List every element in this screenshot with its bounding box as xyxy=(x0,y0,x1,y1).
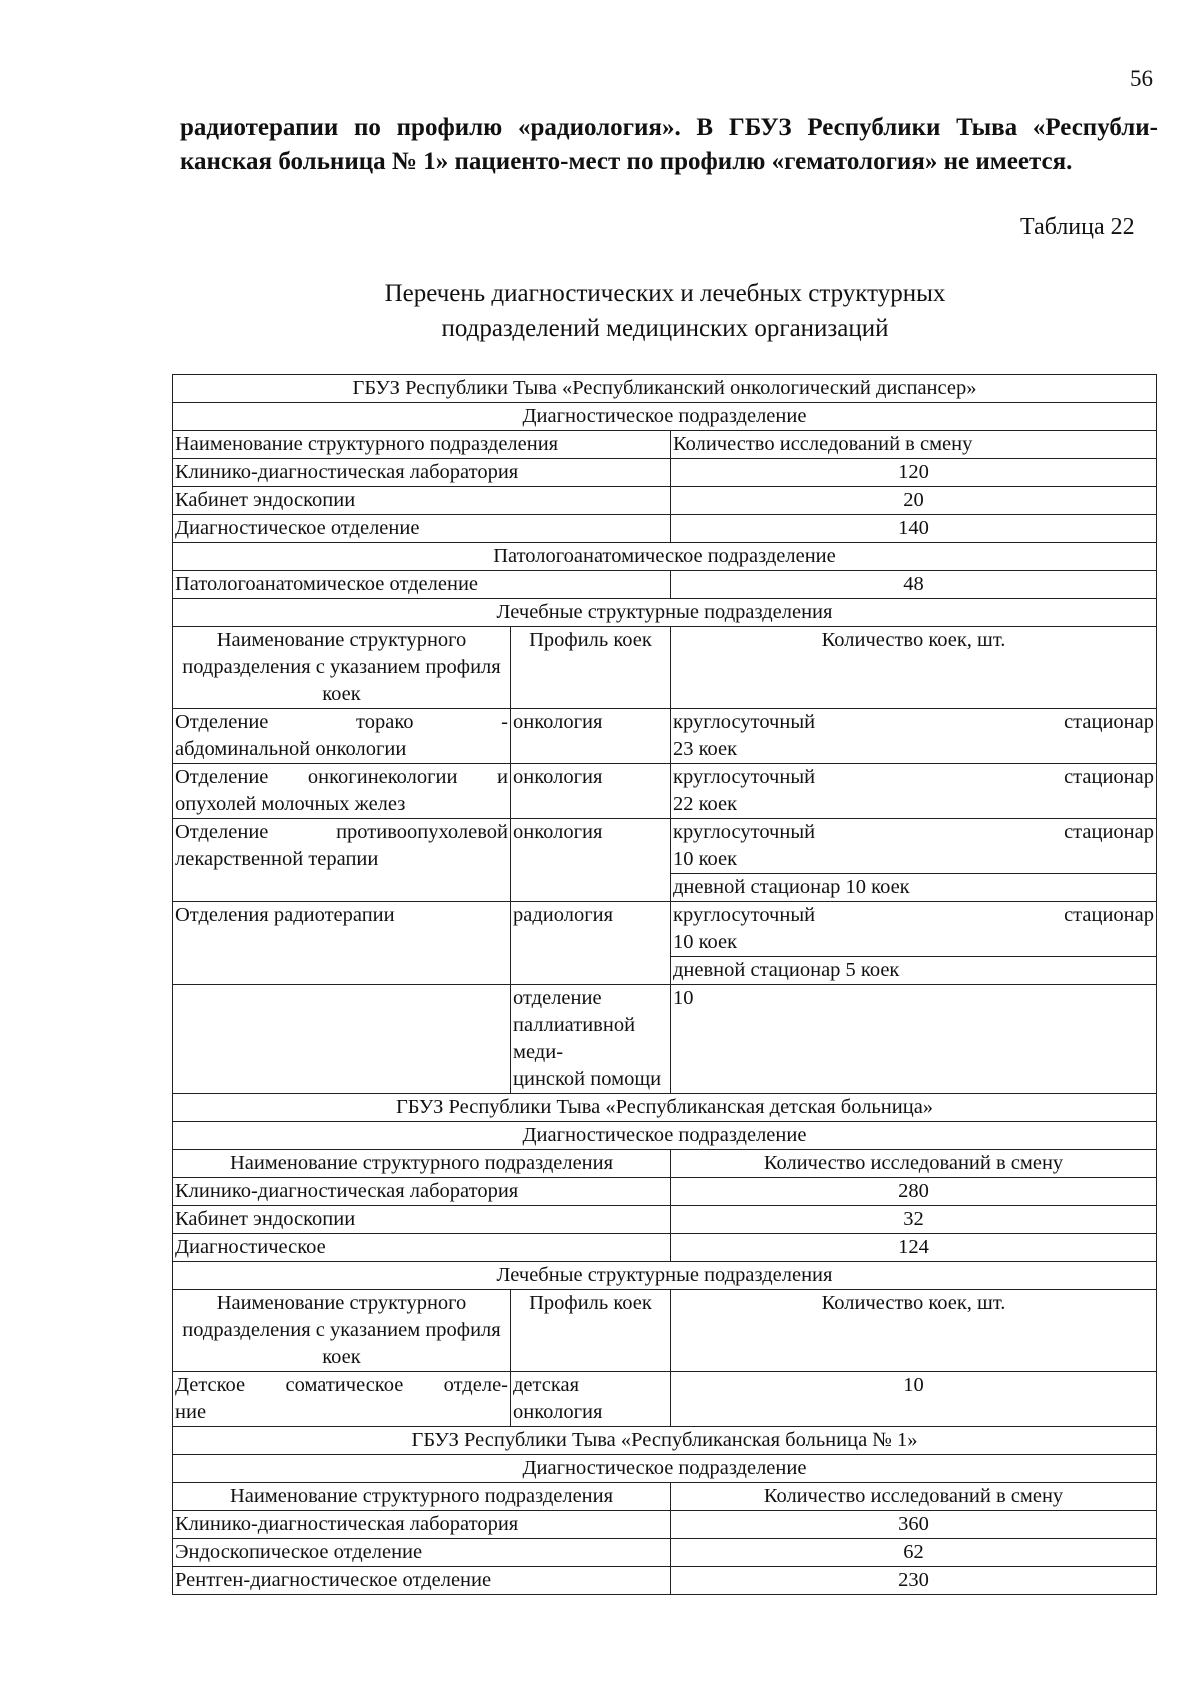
exam-count: 120 xyxy=(671,459,1157,487)
exam-count: 48 xyxy=(671,571,1157,599)
unit-name: Клинико-диагностическая лаборатория xyxy=(173,459,671,487)
exam-count: 62 xyxy=(671,1539,1157,1567)
intro-paragraph xyxy=(180,111,1158,179)
bed-count: круглосуточный стационар 22 коек xyxy=(671,764,1157,819)
table-row xyxy=(173,1234,1157,1262)
caption-line: Перечень диагностических и лечебных структурных xyxy=(384,280,946,307)
unit-name: Клинико-диагностическая лаборатория xyxy=(173,1178,671,1206)
table-row xyxy=(173,1372,1157,1427)
table-row xyxy=(173,1178,1157,1206)
bed-count: дневной стационар 5 коек xyxy=(671,957,1157,985)
unit-name xyxy=(173,985,511,1094)
table-row xyxy=(173,1511,1157,1539)
intro-line: радиотерапии по профилю «радиология». В ГБУЗ Республики Тыва «Республи- xyxy=(180,114,1158,141)
table-label: Таблица 22 xyxy=(1020,214,1135,240)
unit-name: Отделение онкогинекологии и опухолей молочных желез xyxy=(173,764,511,819)
bed-count: дневной стационар 10 коек xyxy=(671,874,1157,902)
unit-name: Детское соматическое отделе- ние xyxy=(173,1372,511,1427)
bed-count: 10 xyxy=(671,1372,1157,1427)
exam-count: 360 xyxy=(671,1511,1157,1539)
unit-name: Клинико-диагностическая лаборатория xyxy=(173,1511,671,1539)
org-title: ГБУЗ Республики Тыва «Республиканская детская больница» xyxy=(173,1094,1157,1122)
column-header: Профиль коек xyxy=(511,627,671,709)
table-row xyxy=(173,709,1157,764)
section-title: Лечебные структурные подразделения xyxy=(173,1262,1157,1290)
section-title: Диагностическое подразделение xyxy=(173,1455,1157,1483)
unit-name: Кабинет эндоскопии xyxy=(173,487,671,515)
bed-profile: онкология xyxy=(511,709,671,764)
org-title: ГБУЗ Республики Тыва «Республиканский онкологический диспансер» xyxy=(173,375,1157,403)
bed-count: круглосуточный стационар 10 коек xyxy=(671,902,1157,957)
exam-count: 20 xyxy=(671,487,1157,515)
unit-name: Эндоскопическое отделение xyxy=(173,1539,671,1567)
table-row xyxy=(173,571,1157,599)
column-header: Наименование структурного подразделения xyxy=(173,1150,671,1178)
column-header: Количество исследований в смену xyxy=(671,431,1157,459)
column-header: Наименование структурного подразделения с указанием профиля коек xyxy=(173,1290,511,1372)
unit-name: Рентген-диагностическое отделение xyxy=(173,1567,671,1595)
section-title: Патологоанатомическое подразделение xyxy=(173,543,1157,571)
unit-name: Диагностическое отделение xyxy=(173,515,671,543)
structure-table xyxy=(172,374,1157,1595)
section-title: Лечебные структурные подразделения xyxy=(173,599,1157,627)
column-header: Количество коек, шт. xyxy=(671,627,1157,709)
unit-name: Отделение торако - абдоминальной онкологии xyxy=(173,709,511,764)
caption-line: подразделений медицинских организаций xyxy=(441,315,889,342)
bed-profile: онкология xyxy=(511,819,671,902)
unit-name: Кабинет эндоскопии xyxy=(173,1206,671,1234)
column-header: Наименование структурного подразделения xyxy=(173,431,671,459)
table-row xyxy=(173,487,1157,515)
section-title: Диагностическое подразделение xyxy=(173,1122,1157,1150)
intro-line: канская больница № 1» пациенто-мест по профилю «гематология» не имеется. xyxy=(180,148,1073,175)
bed-count: круглосуточный стационар 23 коек xyxy=(671,709,1157,764)
exam-count: 230 xyxy=(671,1567,1157,1595)
column-header: Количество исследований в смену xyxy=(671,1150,1157,1178)
bed-profile: отделение паллиативной меди- цинской помощи xyxy=(511,985,671,1094)
unit-name: Отделения радиотерапии xyxy=(173,902,511,985)
bed-profile: онкология xyxy=(511,764,671,819)
exam-count: 124 xyxy=(671,1234,1157,1262)
table-row xyxy=(173,515,1157,543)
column-header: Количество исследований в смену xyxy=(671,1483,1157,1511)
unit-name: Патологоанатомическое отделение xyxy=(173,571,671,599)
table-caption xyxy=(0,276,1200,346)
column-header: Наименование структурного подразделения с указанием профиля коек xyxy=(173,627,511,709)
table-row xyxy=(173,985,1157,1094)
table-row xyxy=(173,1567,1157,1595)
exam-count: 140 xyxy=(671,515,1157,543)
column-header: Количество коек, шт. xyxy=(671,1290,1157,1372)
column-header: Профиль коек xyxy=(511,1290,671,1372)
bed-profile: детская онкология xyxy=(511,1372,671,1427)
table-row xyxy=(173,764,1157,819)
table-row xyxy=(173,1206,1157,1234)
table-row xyxy=(173,459,1157,487)
table-row xyxy=(173,819,1157,874)
org-title: ГБУЗ Республики Тыва «Республиканская больница № 1» xyxy=(173,1427,1157,1455)
unit-name: Диагностическое xyxy=(173,1234,671,1262)
table-row xyxy=(173,1539,1157,1567)
unit-name: Отделение противоопухолевой лекарственной терапии xyxy=(173,819,511,902)
bed-count: 10 xyxy=(671,985,1157,1094)
exam-count: 32 xyxy=(671,1206,1157,1234)
page-number: 56 xyxy=(1130,66,1153,91)
bed-count: круглосуточный стационар 10 коек xyxy=(671,819,1157,874)
section-title: Диагностическое подразделение xyxy=(173,403,1157,431)
exam-count: 280 xyxy=(671,1178,1157,1206)
column-header: Наименование структурного подразделения xyxy=(173,1483,671,1511)
bed-profile: радиология xyxy=(511,902,671,985)
table-row xyxy=(173,902,1157,957)
